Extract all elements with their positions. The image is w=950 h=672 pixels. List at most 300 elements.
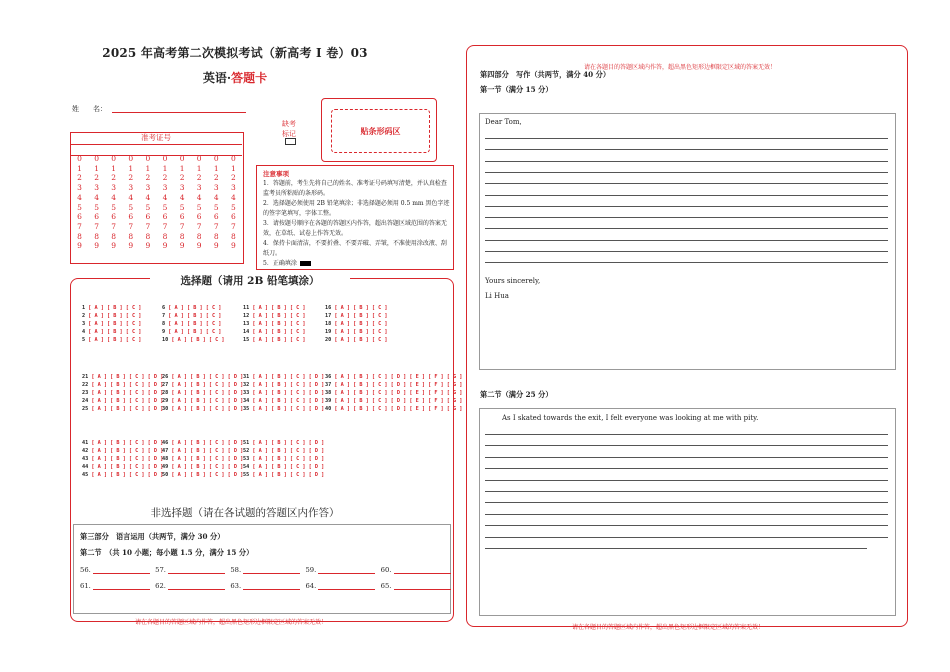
answer-options[interactable]: [ A ] [ B ] [ C ] (252, 329, 306, 335)
exam-id-digit[interactable]: 6 (196, 212, 202, 222)
exam-id-digit[interactable]: 2 (94, 173, 99, 183)
answer-options[interactable]: [ A ] [ B ] [ C ] [ D ] (171, 440, 244, 446)
writing-line[interactable] (485, 514, 888, 515)
exam-id-digit[interactable]: 8 (196, 231, 202, 241)
answer-options[interactable]: [ A ] [ B ] [ C ] [ D ] (91, 374, 164, 380)
exam-id-digit[interactable]: 6 (94, 212, 99, 222)
exam-id-digit[interactable]: 3 (128, 183, 134, 193)
blank-field[interactable] (318, 582, 375, 590)
answer-options[interactable]: [ A ] [ B ] [ C ] [ D ] (252, 464, 325, 470)
writing-section2-heading: 第二节（满分 25 分） (480, 390, 553, 399)
question-group (162, 373, 243, 413)
question-group (162, 304, 224, 344)
exam-id-digit[interactable]: 1 (77, 163, 82, 173)
exam-id-digit[interactable]: 1 (179, 163, 185, 173)
answer-options[interactable]: [ A ] [ B ] [ C ] [ D ] (252, 398, 325, 404)
notes-item: 3．请按题号顺序在各题的答题区内作答，超出答题区域范围的答案无效，在草纸、试卷上作答无效。 (263, 220, 447, 237)
question-row (82, 389, 163, 397)
part3-heading: 第三部分 语言运用（共两节，满分 30 分） (80, 532, 225, 541)
blank-field[interactable] (243, 566, 300, 574)
exam-id-digit-column (88, 154, 105, 251)
answer-options[interactable]: [ A ] [ B ] [ C ] [ D ] (171, 390, 244, 396)
exam-id-digit[interactable]: 7 (213, 221, 219, 231)
exam-id-digit[interactable]: 0 (77, 154, 82, 163)
exam-id-digit[interactable]: 7 (162, 221, 168, 231)
question-row (243, 455, 324, 463)
exam-id-digit[interactable]: 0 (213, 154, 219, 163)
writing-line[interactable] (485, 445, 888, 446)
answer-options[interactable]: [ A ] [ B ] [ C ] [ D ] (91, 382, 164, 388)
nonchoice-title: 非选择题（请在各试题的答题区内作答） (120, 505, 370, 520)
right-top-warning: 请在各题目的答题区域内作答，超出黑色矩形边框限定区域的答案无效！ (584, 64, 777, 71)
question-row (82, 463, 163, 471)
question-row (243, 381, 324, 389)
answer-options[interactable]: [ A ] [ B ] [ C ] [ D ] (252, 448, 325, 454)
question-number: 46 (162, 440, 169, 446)
blank-number: 56. (80, 566, 91, 574)
answer-options[interactable]: [ A ] [ B ] [ C ] [ D ] (91, 472, 164, 478)
exam-id-digit[interactable]: 6 (179, 212, 185, 222)
question-row (162, 389, 243, 397)
question-row (82, 304, 141, 312)
answer-options[interactable]: [ A ] [ B ] [ C ] [ D ] [ E ] [ F ] [ G ] (334, 374, 463, 380)
question-number: 26 (162, 374, 169, 380)
answer-options[interactable]: [ A ] [ B ] [ C ] [ D ] (171, 406, 244, 412)
question-row (162, 373, 243, 381)
exam-id-digit[interactable]: 7 (179, 221, 185, 231)
exam-id-digit[interactable]: 4 (111, 192, 117, 202)
answer-options[interactable]: [ A ] [ B ] [ C ] [ D ] [ E ] [ F ] [ G ] (334, 398, 463, 404)
exam-id-digit[interactable]: 7 (77, 221, 82, 231)
question-row (243, 447, 324, 455)
exam-id-digit[interactable]: 0 (231, 154, 236, 163)
exam-id-digit[interactable]: 9 (162, 241, 168, 251)
blank-row-2 (80, 582, 454, 590)
answer-options[interactable]: [ A ] [ B ] [ C ] (88, 337, 142, 343)
exam-id-digit[interactable]: 3 (231, 183, 236, 193)
letter-signature: Li Hua (485, 292, 509, 300)
question-number: 47 (162, 448, 169, 454)
notes-item (263, 259, 451, 269)
exam-id-digit[interactable]: 4 (213, 192, 219, 202)
question-row (162, 471, 243, 479)
notes-box (256, 165, 454, 270)
answer-options[interactable]: [ A ] [ B ] [ C ] (88, 305, 142, 311)
writing-line[interactable] (485, 228, 888, 229)
exam-id-digit[interactable]: 1 (128, 163, 134, 173)
question-number: 28 (162, 390, 169, 396)
question-number: 29 (162, 398, 169, 404)
question-number: 54 (243, 464, 250, 470)
exam-id-digit[interactable]: 5 (94, 202, 99, 212)
exam-id-digit[interactable]: 2 (145, 173, 151, 183)
writing-line[interactable] (485, 491, 888, 492)
answer-options[interactable]: [ A ] [ B ] [ C ] (252, 313, 306, 319)
question-row (325, 312, 387, 320)
blank-field[interactable] (93, 566, 150, 574)
question-row (82, 320, 141, 328)
answer-options[interactable]: [ A ] [ B ] [ C ] [ D ] (171, 374, 244, 380)
question-row (82, 405, 163, 413)
answer-options[interactable]: [ A ] [ B ] [ C ] [ D ] (252, 382, 325, 388)
blank-number: 57. (155, 566, 166, 574)
exam-id-digit-column (71, 154, 88, 251)
blank-field[interactable] (93, 582, 150, 590)
subject-suffix: 答题卡 (231, 71, 268, 85)
exam-id-digit[interactable]: 4 (128, 192, 134, 202)
exam-id-digit[interactable]: 1 (231, 163, 236, 173)
answer-options[interactable]: [ A ] [ B ] [ C ] (168, 329, 222, 335)
question-group (82, 373, 163, 413)
exam-id-digit[interactable]: 8 (213, 231, 219, 241)
writing-line[interactable] (485, 502, 888, 503)
question-row (243, 304, 305, 312)
exam-id-digit[interactable]: 4 (77, 192, 82, 202)
answer-options[interactable]: [ A ] [ B ] [ C ] (88, 329, 142, 335)
exam-id-digit[interactable]: 8 (77, 231, 82, 241)
answer-options[interactable]: [ A ] [ B ] [ C ] [ D ] (171, 398, 244, 404)
writing-line[interactable] (485, 217, 888, 218)
exam-id-digit[interactable]: 7 (231, 221, 236, 231)
exam-id-digit[interactable]: 3 (162, 183, 168, 193)
notes-item: 4．保持卡面清洁，不要折叠、不要弄破、弄皱，不准使用涂改液、刮纸刀。 (263, 240, 447, 257)
exam-id-digit[interactable]: 3 (179, 183, 185, 193)
question-row (82, 336, 141, 344)
writing-line[interactable] (485, 206, 888, 207)
answer-options[interactable]: [ A ] [ B ] [ C ] [ D ] (171, 464, 244, 470)
answer-options[interactable]: [ A ] [ B ] [ C ] [ D ] (171, 472, 244, 478)
answer-options[interactable]: [ A ] [ B ] [ C ] [ D ] (91, 398, 164, 404)
absent-checkbox[interactable] (285, 138, 296, 145)
question-number: 33 (243, 390, 250, 396)
exam-id-digit[interactable]: 2 (111, 173, 117, 183)
answer-options[interactable]: [ A ] [ B ] [ C ] (334, 305, 388, 311)
exam-id-digit[interactable]: 3 (196, 183, 202, 193)
question-number: 2 (82, 313, 86, 319)
blank-number: 64. (305, 582, 317, 590)
exam-id-digit[interactable]: 5 (213, 202, 219, 212)
question-row (325, 397, 462, 405)
exam-id-digit[interactable]: 8 (231, 231, 236, 241)
question-row (325, 373, 462, 381)
question-number: 1 (82, 305, 86, 311)
writing-line[interactable] (485, 240, 888, 241)
exam-id-digit[interactable]: 8 (111, 231, 117, 241)
exam-id-digit[interactable]: 7 (145, 221, 151, 231)
answer-options[interactable]: [ A ] [ B ] [ C ] [ D ] (252, 472, 325, 478)
answer-options[interactable]: [ A ] [ B ] [ C ] (88, 321, 142, 327)
exam-id-digit[interactable]: 1 (94, 163, 99, 173)
answer-options[interactable]: [ A ] [ B ] [ C ] (252, 321, 306, 327)
question-row (325, 304, 387, 312)
answer-options[interactable]: [ A ] [ B ] [ C ] [ D ] (91, 464, 164, 470)
writing-line[interactable] (485, 434, 888, 435)
writing-line[interactable] (485, 537, 888, 538)
exam-id-digit[interactable]: 6 (145, 212, 151, 222)
question-number: 12 (243, 313, 250, 319)
exam-id-digit[interactable]: 0 (179, 154, 185, 163)
answer-options[interactable]: [ A ] [ B ] [ C ] (168, 305, 222, 311)
writing-line[interactable] (485, 548, 867, 549)
exam-id-label: 准考证号 (70, 132, 242, 145)
exam-id-digit[interactable]: 9 (94, 241, 99, 251)
exam-id-digit[interactable]: 0 (111, 154, 117, 163)
question-number: 15 (243, 337, 250, 343)
exam-id-digit[interactable]: 5 (145, 202, 151, 212)
exam-id-digit[interactable]: 3 (111, 183, 117, 193)
exam-id-digit[interactable]: 1 (145, 163, 151, 173)
question-row (82, 447, 163, 455)
answer-options[interactable]: [ A ] [ B ] [ C ] [ D ] (252, 456, 325, 462)
exam-id-digit[interactable]: 9 (231, 241, 236, 251)
question-row (162, 463, 243, 471)
question-group (243, 304, 305, 344)
answer-options[interactable]: [ A ] [ B ] [ C ] [ D ] (171, 448, 244, 454)
question-number: 16 (325, 305, 332, 311)
exam-id-digit[interactable]: 0 (162, 154, 168, 163)
answer-options[interactable]: [ A ] [ B ] [ C ] (334, 329, 388, 335)
writing-line[interactable] (485, 172, 888, 173)
blank-number: 59. (305, 566, 317, 574)
question-row (162, 320, 224, 328)
exam-id-digit[interactable]: 5 (111, 202, 117, 212)
exam-id-digit-column (122, 154, 139, 251)
question-row (82, 381, 163, 389)
exam-id-digit[interactable]: 7 (94, 221, 99, 231)
question-number: 43 (82, 456, 89, 462)
exam-id-digit-column (157, 154, 174, 251)
exam-id-digit[interactable]: 0 (196, 154, 202, 163)
exam-id-digit[interactable]: 9 (196, 241, 202, 251)
exam-id-digit[interactable]: 8 (179, 231, 185, 241)
question-number: 11 (243, 305, 250, 311)
exam-id-digit[interactable]: 9 (111, 241, 117, 251)
exam-id-digit[interactable]: 5 (231, 202, 236, 212)
question-number: 10 (162, 337, 169, 343)
exam-id-digit[interactable]: 2 (162, 173, 168, 183)
exam-id-digit[interactable]: 5 (196, 202, 202, 212)
barcode-area[interactable]: 贴条形码区 (331, 109, 430, 153)
writing-line[interactable] (485, 251, 888, 252)
exam-id-digit-column (208, 154, 225, 251)
name-field[interactable] (112, 112, 246, 113)
question-number: 8 (162, 321, 166, 327)
answer-options[interactable]: [ A ] [ B ] [ C ] (168, 321, 222, 327)
exam-id-digit[interactable]: 8 (162, 231, 168, 241)
answer-options[interactable]: [ A ] [ B ] [ C ] [ D ] (91, 456, 164, 462)
answer-options[interactable]: [ A ] [ B ] [ C ] (252, 305, 306, 311)
part4-heading: 第四部分 写作（共两节，满分 40 分） (480, 70, 611, 79)
answer-options[interactable]: [ A ] [ B ] [ C ] (171, 337, 225, 343)
question-number: 40 (325, 406, 332, 412)
answer-options[interactable]: [ A ] [ B ] [ C ] (334, 337, 388, 343)
exam-id-digit[interactable]: 6 (111, 212, 117, 222)
blank-field[interactable] (168, 566, 225, 574)
question-number: 4 (82, 329, 86, 335)
exam-id-digit-column (174, 154, 191, 251)
writing-line[interactable] (485, 457, 888, 458)
question-row (325, 389, 462, 397)
exam-id-digit-column (139, 154, 156, 251)
answer-options[interactable]: [ A ] [ B ] [ C ] [ D ] (91, 406, 164, 412)
writing-line[interactable] (485, 262, 888, 263)
exam-id-digit[interactable]: 6 (162, 212, 168, 222)
question-row (243, 320, 305, 328)
writing-line[interactable] (485, 138, 888, 139)
question-row (243, 336, 305, 344)
notes-item: 2．选择题必须使用 2B 铅笔填涂；非选择题必须用 0.5 mm 黑色字迹的签字笔填写，字体工整。 (263, 200, 450, 217)
exam-id-digit[interactable]: 9 (128, 241, 134, 251)
exam-id-digit[interactable]: 1 (111, 163, 117, 173)
letter-closing: Yours sincerely, (485, 277, 541, 285)
exam-id-digit[interactable]: 3 (145, 183, 151, 193)
blank-field[interactable] (318, 566, 375, 574)
answer-options[interactable]: [ A ] [ B ] [ C ] [ D ] (91, 448, 164, 454)
question-number: 34 (243, 398, 250, 404)
question-number: 52 (243, 448, 250, 454)
blank-field[interactable] (394, 582, 451, 590)
question-number: 25 (82, 406, 89, 412)
question-number: 44 (82, 464, 89, 470)
exam-id-digit-column (191, 154, 208, 251)
question-row (325, 336, 387, 344)
question-group (325, 304, 387, 344)
exam-id-digit[interactable]: 4 (231, 192, 236, 202)
exam-id-digit[interactable]: 9 (179, 241, 185, 251)
blank-field[interactable] (394, 566, 451, 574)
exam-id-digit[interactable]: 2 (196, 173, 202, 183)
left-warning: 请在各题目的答题区域内作答，超出黑色矩形边框限定区域的答案无效！ (135, 619, 328, 626)
question-number: 30 (162, 406, 169, 412)
exam-id-digit[interactable]: 0 (128, 154, 134, 163)
blank-field[interactable] (168, 582, 225, 590)
exam-id-digit[interactable]: 6 (213, 212, 219, 222)
exam-id-digit[interactable]: 7 (196, 221, 202, 231)
page-title: 2025 年高考第二次模拟考试（新高考 I 卷）03 (102, 46, 368, 60)
question-row (162, 447, 243, 455)
exam-id-digit[interactable]: 3 (213, 183, 219, 193)
exam-id-digit[interactable]: 6 (231, 212, 236, 222)
question-number: 53 (243, 456, 250, 462)
exam-id-digit[interactable]: 8 (145, 231, 151, 241)
exam-id-digit[interactable]: 7 (128, 221, 134, 231)
writing-line[interactable] (485, 149, 888, 150)
answer-options[interactable]: [ A ] [ B ] [ C ] [ D ] (171, 382, 244, 388)
answer-options[interactable]: [ A ] [ B ] [ C ] [ D ] (252, 440, 325, 446)
question-group (325, 373, 462, 413)
exam-id-digit[interactable]: 4 (145, 192, 151, 202)
answer-options[interactable]: [ A ] [ B ] [ C ] (334, 313, 388, 319)
question-number: 7 (162, 313, 166, 319)
exam-id-digit[interactable]: 4 (179, 192, 185, 202)
exam-id-digit[interactable]: 9 (145, 241, 151, 251)
question-number: 21 (82, 374, 89, 380)
question-number: 39 (325, 398, 332, 404)
answer-options[interactable]: [ A ] [ B ] [ C ] [ D ] (252, 374, 325, 380)
answer-options[interactable]: [ A ] [ B ] [ C ] [ D ] [ E ] [ F ] [ G ] (334, 406, 463, 412)
answer-options[interactable]: [ A ] [ B ] [ C ] [ D ] (91, 390, 164, 396)
answer-options[interactable]: [ A ] [ B ] [ C ] [ D ] (91, 440, 164, 446)
exam-id-digit[interactable]: 2 (179, 173, 185, 183)
answer-options[interactable]: [ A ] [ B ] [ C ] [ D ] [ E ] [ F ] [ G ] (334, 390, 463, 396)
exam-id-digit[interactable]: 7 (111, 221, 117, 231)
answer-options[interactable]: [ A ] [ B ] [ C ] (334, 321, 388, 327)
answer-options[interactable]: [ A ] [ B ] [ C ] [ D ] [ E ] [ F ] [ G ] (334, 382, 463, 388)
exam-id-digit[interactable]: 6 (128, 212, 134, 222)
continuation-answer-box[interactable] (479, 408, 896, 616)
exam-id-digit[interactable]: 1 (162, 163, 168, 173)
exam-id-digit[interactable]: 2 (128, 173, 134, 183)
exam-id-digit[interactable]: 4 (162, 192, 168, 202)
blank-number: 61. (80, 582, 91, 590)
exam-id-digit[interactable]: 5 (162, 202, 168, 212)
writing-line[interactable] (485, 525, 888, 526)
writing-line[interactable] (485, 468, 888, 469)
question-number: 35 (243, 406, 250, 412)
question-number: 50 (162, 472, 169, 478)
question-row (82, 455, 163, 463)
exam-id-digit[interactable]: 8 (94, 231, 99, 241)
answer-options[interactable]: [ A ] [ B ] [ C ] (252, 337, 306, 343)
question-row (243, 389, 324, 397)
exam-id-digit[interactable]: 0 (145, 154, 151, 163)
question-row (162, 405, 243, 413)
exam-id-digit[interactable]: 2 (231, 173, 236, 183)
question-row (82, 373, 163, 381)
answer-options[interactable]: [ A ] [ B ] [ C ] [ D ] (252, 406, 325, 412)
exam-id-digit[interactable]: 1 (196, 163, 202, 173)
question-number: 13 (243, 321, 250, 327)
exam-id-digit[interactable]: 0 (94, 154, 99, 163)
answer-options[interactable]: [ A ] [ B ] [ C ] [ D ] (171, 456, 244, 462)
exam-id-digit[interactable]: 2 (77, 173, 82, 183)
exam-id-digit[interactable]: 2 (213, 173, 219, 183)
answer-options[interactable]: [ A ] [ B ] [ C ] (168, 313, 222, 319)
question-number: 41 (82, 440, 89, 446)
exam-id-digit[interactable]: 3 (77, 183, 82, 193)
writing-section1-heading: 第一节（满分 15 分） (480, 85, 553, 94)
writing-line[interactable] (485, 183, 888, 184)
writing-line[interactable] (485, 195, 888, 196)
blank-field[interactable] (243, 582, 300, 590)
exam-id-digit[interactable]: 5 (128, 202, 134, 212)
letter-answer-box[interactable] (479, 113, 896, 370)
question-row (82, 312, 141, 320)
question-number: 36 (325, 374, 332, 380)
answer-options[interactable]: [ A ] [ B ] [ C ] (88, 313, 142, 319)
exam-id-digit[interactable]: 4 (196, 192, 202, 202)
question-row (162, 328, 224, 336)
answer-options[interactable]: [ A ] [ B ] [ C ] [ D ] (252, 390, 325, 396)
exam-id-digit[interactable]: 1 (213, 163, 219, 173)
exam-id-digit[interactable]: 9 (213, 241, 219, 251)
question-number: 22 (82, 382, 89, 388)
exam-id-digit[interactable]: 9 (77, 241, 82, 251)
writing-line[interactable] (485, 161, 888, 162)
exam-id-digit[interactable]: 3 (94, 183, 99, 193)
continuation-prompt: As I skated towards the exit, I felt everyone was looking at me with pity. (502, 414, 759, 422)
blank-number: 62. (155, 582, 166, 590)
exam-id-digit[interactable]: 5 (77, 202, 82, 212)
question-number: 55 (243, 472, 250, 478)
notes-title: 注意事项 (263, 170, 289, 178)
question-number: 19 (325, 329, 332, 335)
exam-id-digit[interactable]: 6 (77, 212, 82, 222)
exam-id-digit[interactable]: 5 (179, 202, 185, 212)
exam-id-digit[interactable]: 8 (128, 231, 134, 241)
writing-line[interactable] (485, 480, 888, 481)
exam-id-digit[interactable]: 4 (94, 192, 99, 202)
